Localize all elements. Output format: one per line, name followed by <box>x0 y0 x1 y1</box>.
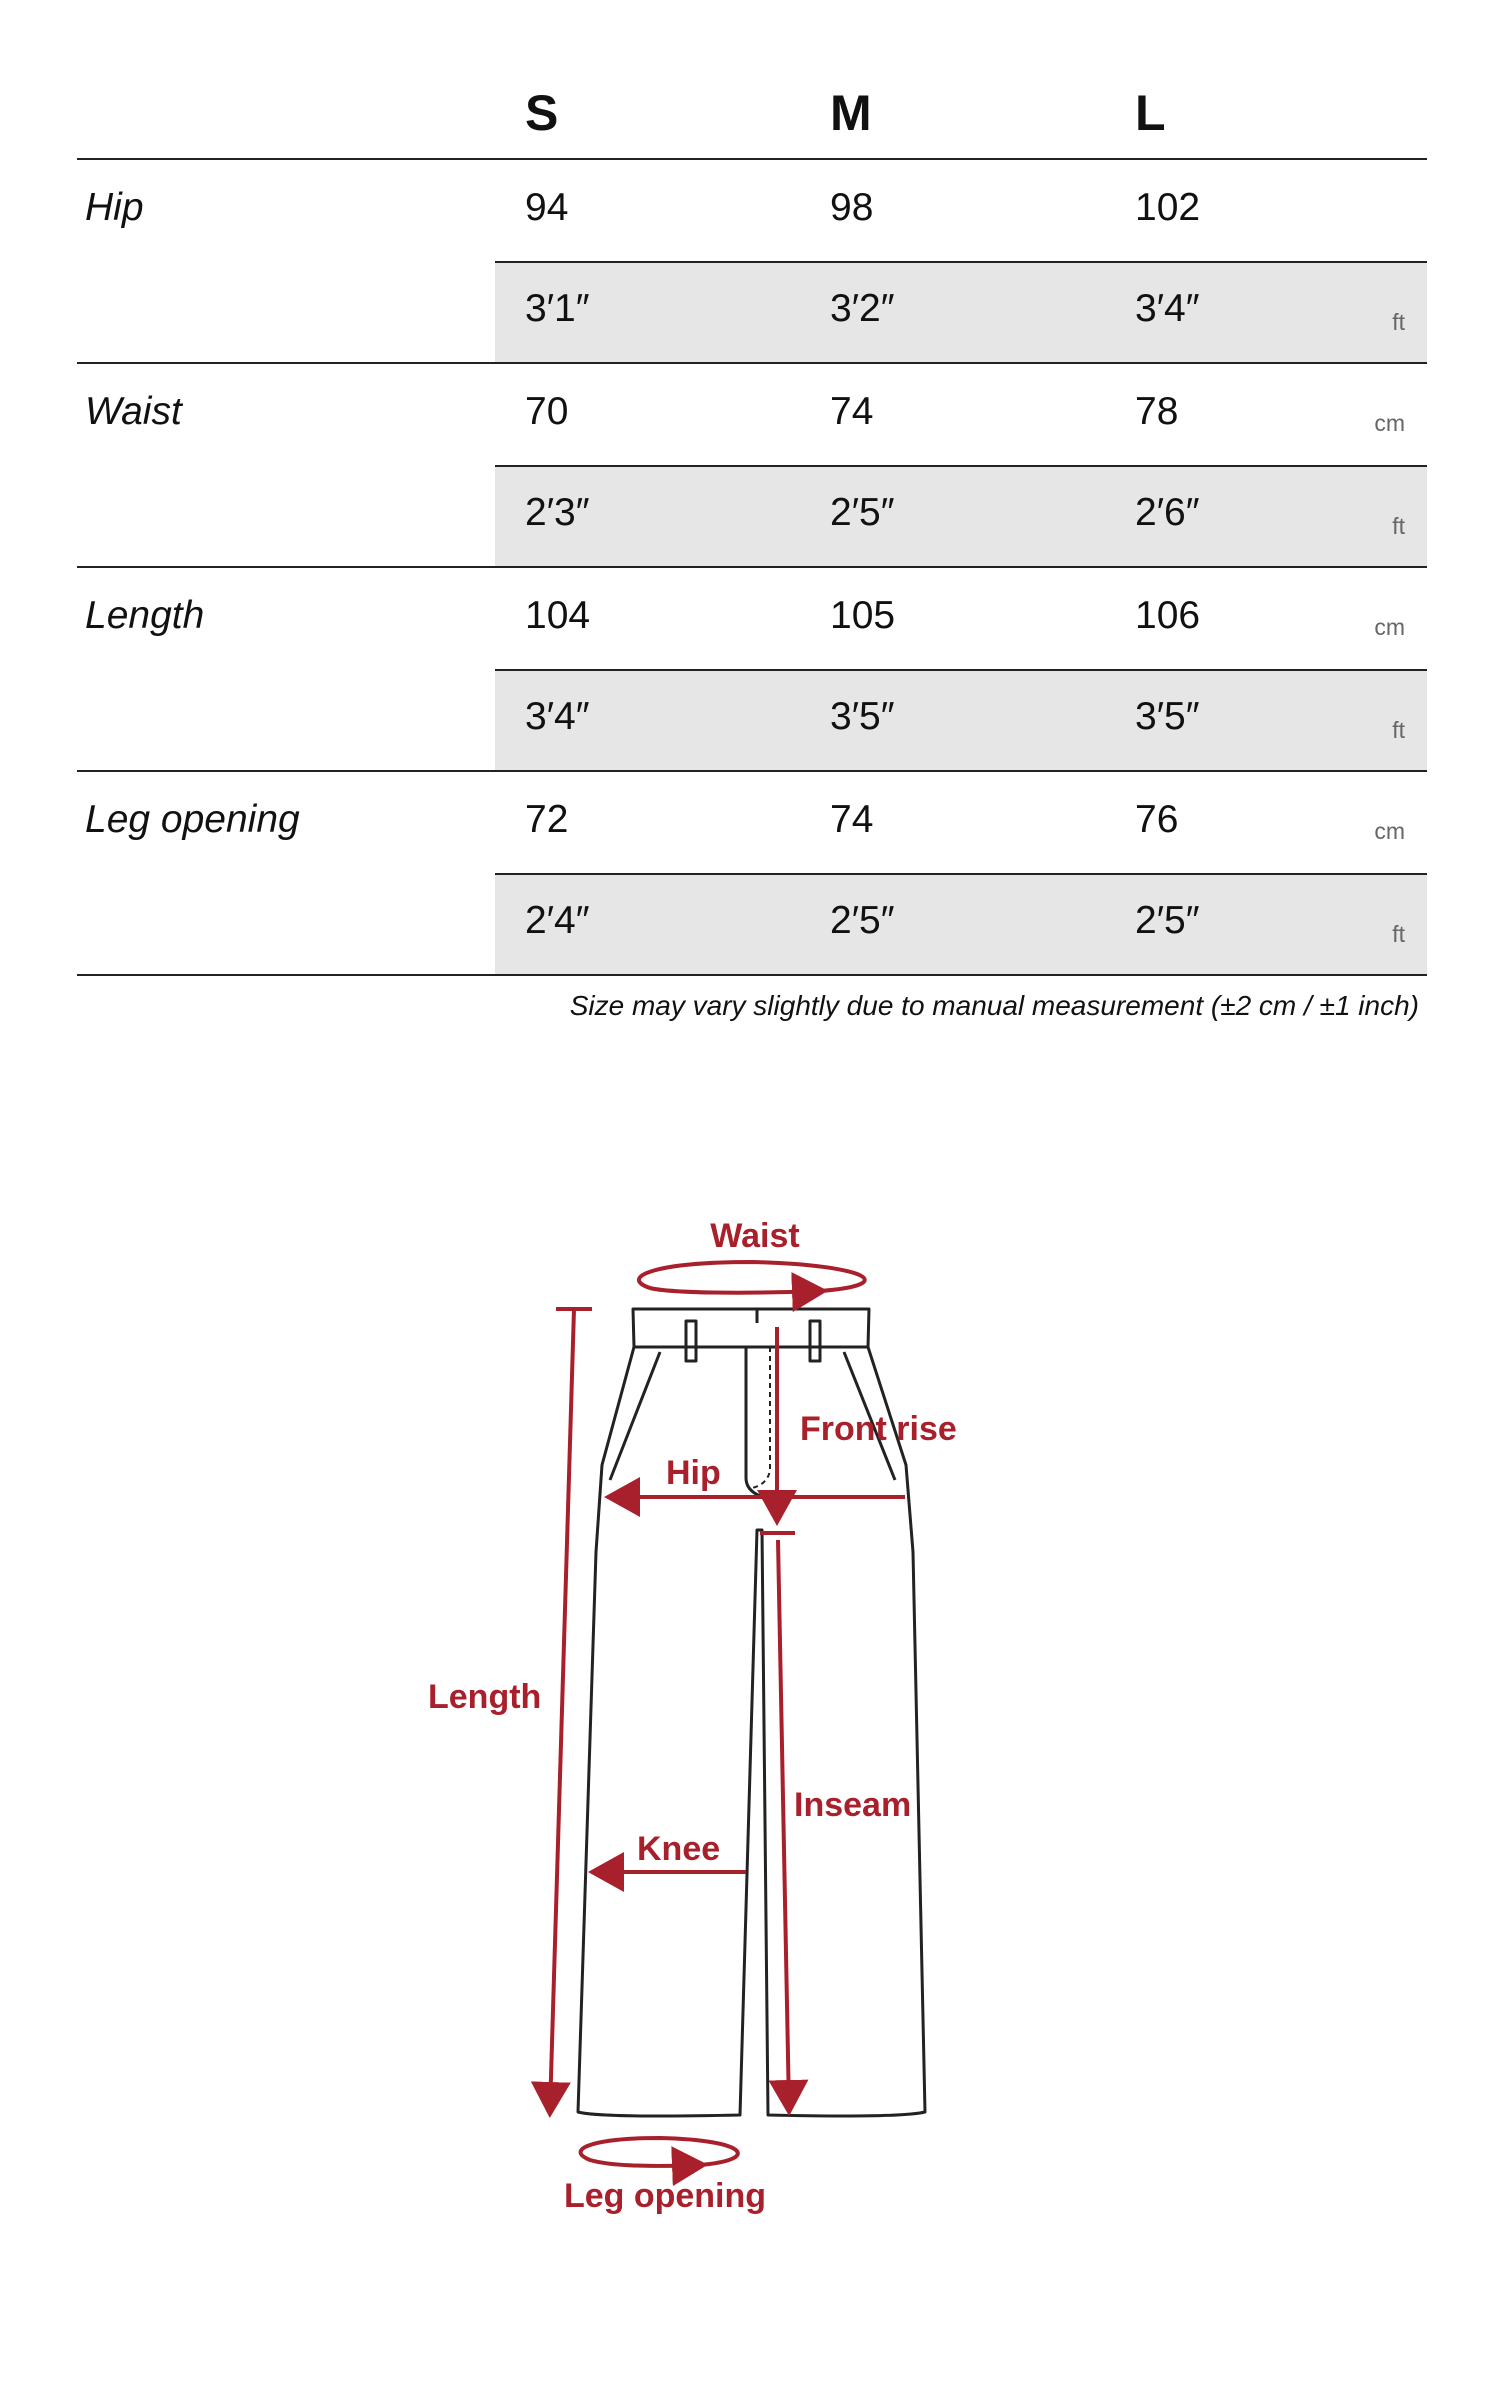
value-ft-m: 2′5″ <box>830 491 895 534</box>
value-cm-s: 72 <box>525 798 569 841</box>
label-inseam: Inseam <box>794 1786 912 1824</box>
label-knee: Knee <box>637 1830 721 1868</box>
unit-ft: ft <box>1392 309 1405 335</box>
value-ft-s: 3′4″ <box>525 695 590 738</box>
belt-loop-left <box>686 1321 696 1361</box>
waistband <box>633 1309 869 1347</box>
length-arrow <box>550 1309 574 2110</box>
row-label-leg-opening: Leg opening <box>85 798 300 841</box>
row-label-waist: Waist <box>85 390 182 433</box>
value-ft-m: 3′2″ <box>830 287 895 330</box>
value-ft-s: 3′1″ <box>525 287 590 330</box>
label-waist: Waist <box>710 1217 800 1255</box>
value-ft-l: 3′5″ <box>1135 695 1200 738</box>
value-cm-m: 98 <box>830 186 874 229</box>
unit-cm: cm <box>1374 614 1405 640</box>
value-cm-m: 74 <box>830 390 874 433</box>
cm-values-row <box>495 160 1427 260</box>
unit-cm: cm <box>1374 818 1405 844</box>
measurement-row-leg-opening <box>77 772 1427 976</box>
label-length: Length <box>428 1678 542 1716</box>
cm-values-row <box>495 364 1427 464</box>
value-ft-l: 3′4″ <box>1135 287 1200 330</box>
ft-values-row <box>495 465 1427 566</box>
value-cm-m: 105 <box>830 594 896 637</box>
row-label-length: Length <box>85 594 205 637</box>
unit-ft: ft <box>1392 513 1405 539</box>
cm-values-row <box>495 568 1427 668</box>
measurement-row-hip <box>77 160 1427 364</box>
inseam-arrow <box>778 1540 789 2108</box>
label-front-rise: Front rise <box>800 1410 957 1448</box>
size-header-s: S <box>525 85 559 141</box>
size-chart-table <box>77 60 1427 976</box>
value-ft-s: 2′3″ <box>525 491 590 534</box>
value-ft-l: 2′5″ <box>1135 899 1200 942</box>
value-cm-l: 76 <box>1135 798 1179 841</box>
pocket-left <box>610 1352 660 1480</box>
value-cm-s: 104 <box>525 594 591 637</box>
pants-measurement-diagram <box>0 1180 1500 2240</box>
value-cm-l: 78 <box>1135 390 1179 433</box>
value-cm-m: 74 <box>830 798 874 841</box>
label-leg-opening: Leg opening <box>563 2177 767 2215</box>
unit-cm: cm <box>1374 410 1405 436</box>
ft-values-row <box>495 261 1427 362</box>
measurement-arrows <box>550 1262 905 2166</box>
measurement-row-length <box>77 568 1427 772</box>
value-cm-l: 102 <box>1135 186 1201 229</box>
value-ft-m: 2′5″ <box>830 899 895 942</box>
value-ft-l: 2′6″ <box>1135 491 1200 534</box>
label-hip: Hip <box>666 1454 721 1492</box>
leg-opening-arrow <box>581 2138 738 2166</box>
pants-body <box>578 1347 925 2116</box>
fly-stitch <box>746 1347 760 1496</box>
value-cm-l: 106 <box>1135 594 1201 637</box>
ft-values-row <box>495 669 1427 770</box>
size-header-m: M <box>830 85 872 141</box>
waist-arrow <box>639 1262 865 1293</box>
fly-stitch-dashed <box>752 1347 770 1488</box>
size-header-l: L <box>1135 85 1166 141</box>
unit-ft: ft <box>1392 921 1405 947</box>
value-cm-s: 94 <box>525 186 569 229</box>
value-cm-s: 70 <box>525 390 569 433</box>
unit-ft: ft <box>1392 717 1405 743</box>
ft-values-row <box>495 873 1427 974</box>
measurement-row-waist <box>77 364 1427 568</box>
cm-values-row <box>495 772 1427 872</box>
row-label-hip: Hip <box>85 186 144 229</box>
value-ft-m: 3′5″ <box>830 695 895 738</box>
size-header-row <box>77 60 1427 160</box>
value-ft-s: 2′4″ <box>525 899 590 942</box>
measurement-note: Size may vary slightly due to manual measurement (±2 cm / ±1 inch) <box>569 990 1419 1021</box>
belt-loop-right <box>810 1321 820 1361</box>
